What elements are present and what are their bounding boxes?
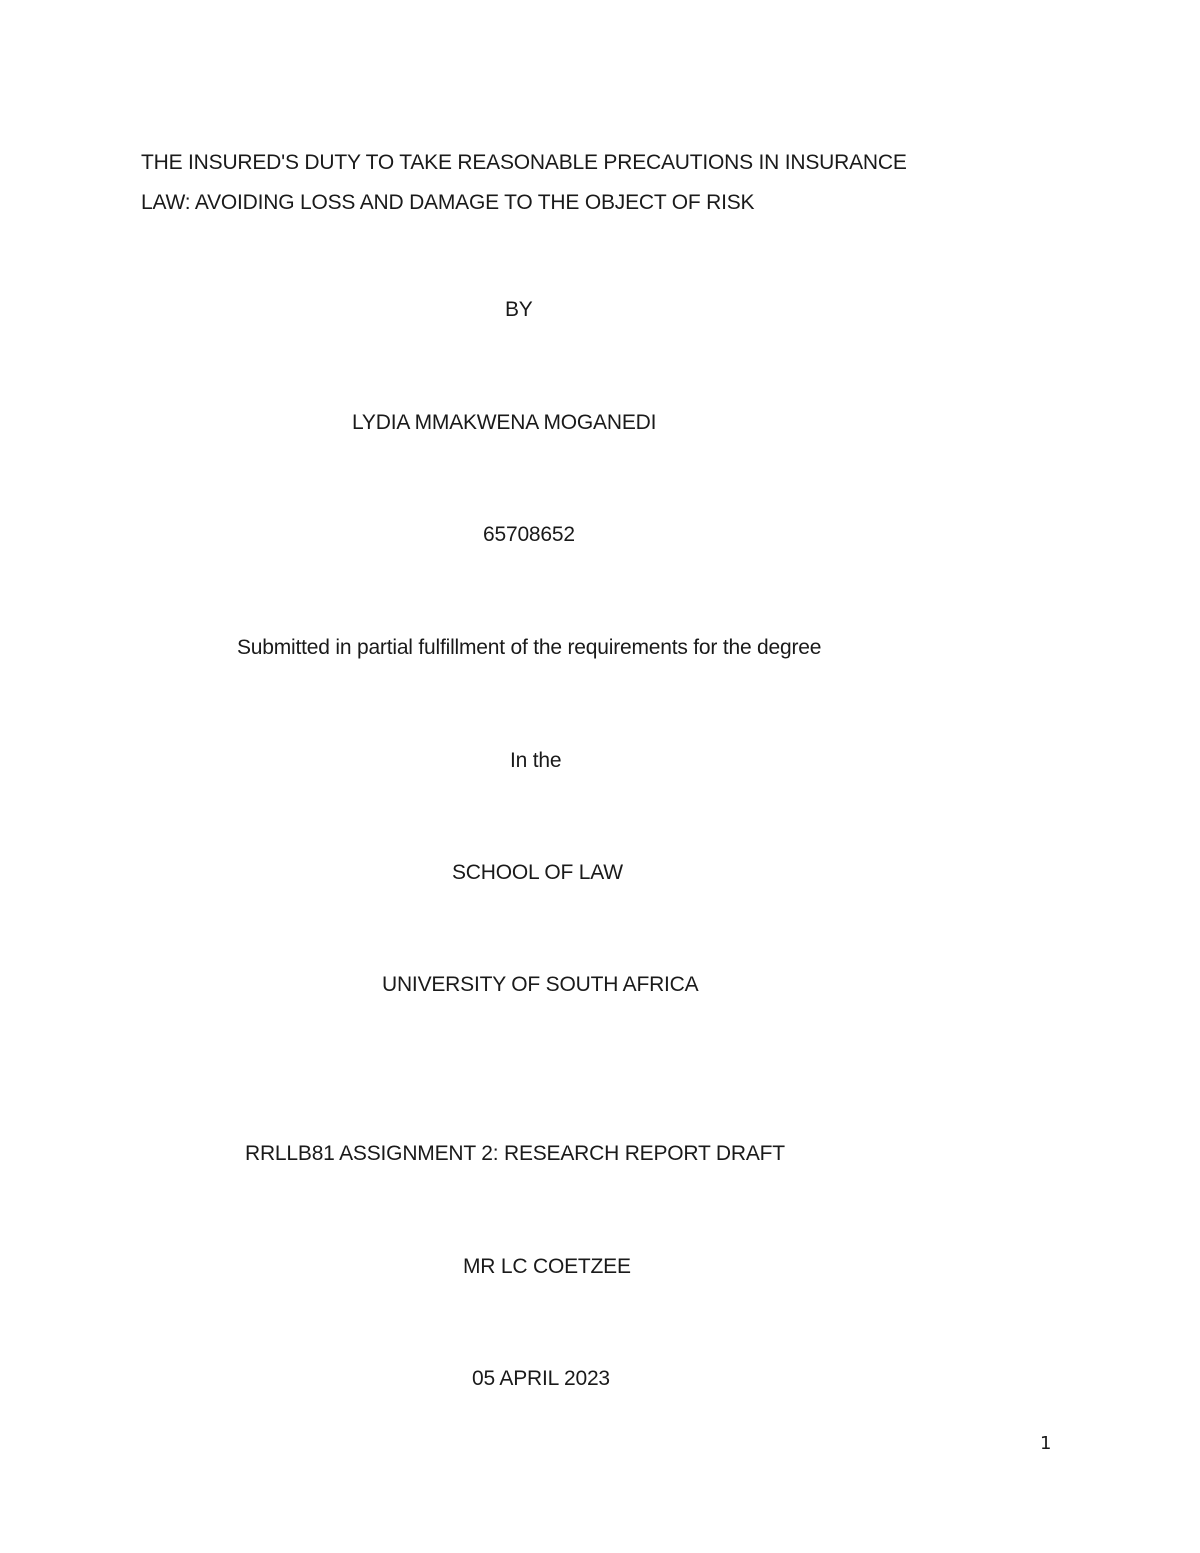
in-the-label: In the [510, 749, 562, 772]
university-name: UNIVERSITY OF SOUTH AFRICA [382, 973, 699, 996]
author-name: LYDIA MMAKWENA MOGANEDI [352, 411, 657, 434]
title-line-2: LAW: AVOIDING LOSS AND DAMAGE TO THE OBJECT OF RISK [141, 191, 755, 214]
school-name: SCHOOL OF LAW [452, 861, 623, 884]
title-line-1: THE INSURED'S DUTY TO TAKE REASONABLE PRECAUTIONS IN INSURANCE [141, 151, 907, 174]
by-label: BY [505, 298, 533, 321]
page-number: 1 [1040, 1433, 1052, 1454]
document-title [141, 143, 1061, 223]
supervisor-name: MR LC COETZEE [463, 1255, 631, 1278]
submission-date: 05 APRIL 2023 [472, 1367, 610, 1390]
assignment-title: RRLLB81 ASSIGNMENT 2: RESEARCH REPORT DRAFT [245, 1142, 785, 1165]
student-number: 65708652 [483, 523, 575, 546]
submission-statement: Submitted in partial fulfillment of the requirements for the degree [237, 636, 822, 659]
